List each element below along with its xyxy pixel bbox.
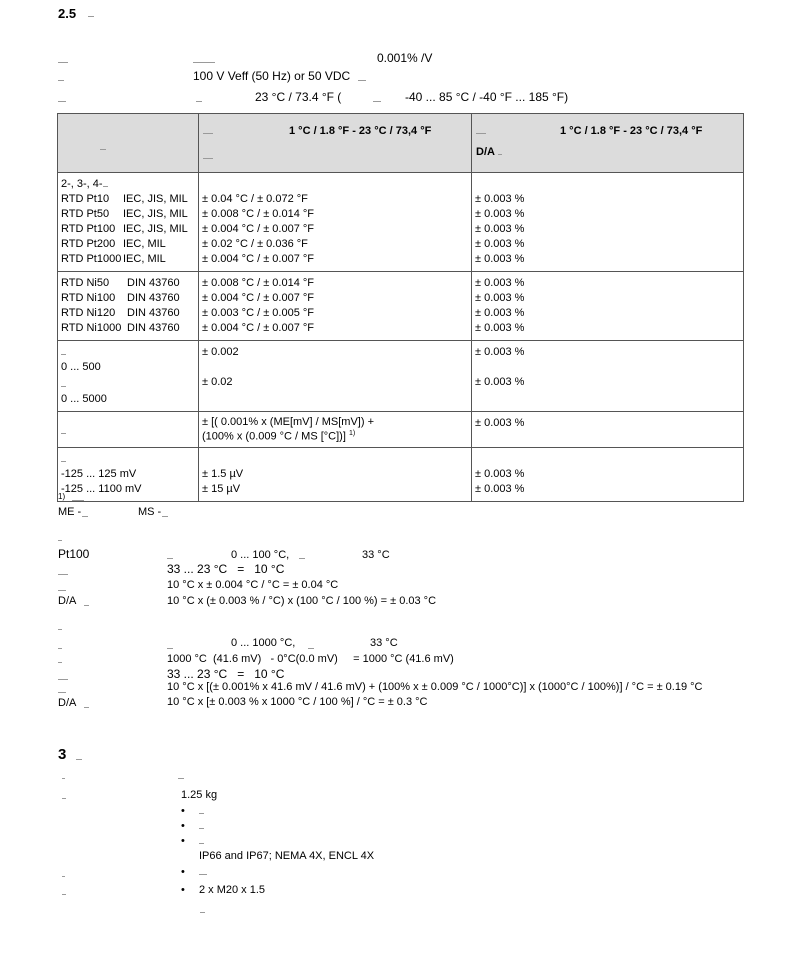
spec-sublabel-2 [358, 80, 366, 81]
material-list-item-1: • [181, 805, 204, 817]
example2-temp-label [308, 648, 314, 649]
example1-delta-label [58, 574, 68, 575]
example1-calc1-label [58, 590, 66, 591]
material-list-item-3: • [181, 835, 204, 847]
example2-delta: 33 ... 23 °C = 10 °C [167, 667, 285, 681]
spec-sublabel-3 [196, 101, 202, 102]
tc-da-cell: ± 0.003 % [472, 412, 744, 448]
section3-number: 3 [58, 746, 67, 763]
table-row-mv [58, 447, 744, 501]
example1-temp-label [299, 558, 305, 559]
mv-da-cell: ± 0.003 % ± 0.003 % [472, 447, 744, 501]
conduit-note [200, 912, 205, 913]
example2-title [58, 629, 62, 630]
weight-label [62, 798, 66, 799]
spec-label-2 [58, 80, 64, 81]
example2-range: 0 ... 1000 °C, [231, 637, 296, 649]
section3-title [76, 759, 82, 760]
tc-accuracy-cell: ± [( 0.001% x (ME[mV] / MS[mV]) + (100% x (0.009 °C / MS [°C])] $^{1)}$ [199, 412, 472, 448]
example1-range-label [167, 558, 173, 559]
table-row-ni [58, 272, 744, 341]
example2-temp: 33 °C [370, 637, 398, 649]
header-cell-da: 1 °C / 1.8 °F - 23 °C / 73,4 °F D/A [472, 114, 744, 173]
footnote-ms: MS - [138, 506, 162, 518]
conduit-item: • 2 x M20 x 1.5 [181, 884, 266, 896]
pt-accuracy-cell: ± 0.04 °C / ± 0.072 °F ± 0.008 °C / ± 0.014 °F ± 0.004 °C / ± 0.007 °F ± 0.02 °C / ± 0.036 °F ± 0.004 °C / ± 0.007 °F [199, 173, 472, 272]
example2-calc1: 10 °C x [(± 0.001% x 41.6 mV / 41.6 mV) + (100% x ± 0.009 °C / 1000°C)] x (1000°C / 100%)] / °C = ± 0.19 °C [167, 681, 703, 693]
material-list-item-4: • [181, 866, 207, 878]
weight-value: 1.25 kg [181, 789, 218, 801]
example1-temp: 33 °C [362, 549, 390, 561]
mv-range-cell: -125 ... 125 mV -125 ... 1100 mV [58, 447, 199, 501]
operating-range-value: -40 ... 85 °C / -40 °F ... 185 °F) [405, 90, 569, 104]
ni-accuracy-cell: ± 0.008 °C / ± 0.014 °F ± 0.004 °C / ± 0.007 °F ± 0.003 °C / ± 0.005 °F ± 0.004 °C / ± 0.007 °F [199, 272, 472, 341]
spec-label-1 [58, 62, 68, 63]
ni-da-cell: ± 0.003 % ± 0.003 % ± 0.003 % ± 0.003 % [472, 272, 744, 341]
mv-accuracy-cell: ± 1.5 µV ± 15 µV [199, 447, 472, 501]
footnote-me-desc [82, 516, 88, 517]
example2-sensor-label [58, 648, 62, 649]
footnote-text [72, 500, 84, 501]
header-cell-digital: 1 °C / 1.8 °F - 23 °C / 73,4 °F [199, 114, 472, 173]
example1-calc2: 10 °C x (± 0.003 % / °C) x (100 °C / 100 %) = ± 0.03 °C [167, 595, 437, 607]
conduit-label [62, 894, 66, 895]
da-label: D/A [476, 146, 495, 158]
example2-range-label [167, 648, 173, 649]
material-list-item-2: • [181, 820, 204, 832]
table-row-ohm [58, 341, 744, 412]
footnote-mark: 1) [58, 492, 66, 501]
supply-influence-value: 0.001% /V [377, 51, 433, 65]
spec-sublabel-1 [193, 62, 215, 63]
example2-calc1-label [58, 692, 66, 693]
example2-mv-line: 1000 °C (41.6 mV) - 0°C(0.0 mV) = 1000 °C (41.6 mV) [167, 653, 454, 665]
example2-mv-label [58, 662, 62, 663]
ohm-da-cell: ± 0.003 % ± 0.003 % [472, 341, 744, 412]
example1-title [58, 540, 62, 541]
example1-range: 0 ... 100 °C, [231, 549, 290, 561]
example2-da-desc [84, 707, 89, 708]
tc-sensor-cell [58, 412, 199, 448]
spec-label-3 [58, 101, 66, 102]
section3-label-1 [62, 778, 65, 779]
example2-calc2: 10 °C x [± 0.003 % x 1000 °C / 100 %] / °C = ± 0.3 °C [167, 696, 428, 708]
ip-rating: IP66 and IP67; NEMA 4X, ENCL 4X [199, 850, 375, 862]
spec-sublabel-4 [373, 101, 381, 102]
example1-delta: 33 ... 23 °C = 10 °C [167, 562, 285, 576]
footnote-me: ME - [58, 506, 82, 518]
section-number: 2.5 [58, 6, 77, 21]
pt-sensor-cell: 2-, 3-, 4- RTD Pt10 IEC, JIS, MIL RTD Pt50 IEC, JIS, MIL RTD Pt100 IEC, JIS, MIL RTD Pt200 IEC, MIL RTD Pt1000 IEC, MIL [58, 173, 199, 272]
ni-sensor-cell: RTD Ni50 DIN 43760 RTD Ni100 DIN 43760 RTD Ni120 DIN 43760 RTD Ni1000 DIN 43760 [58, 272, 199, 341]
header-cell-sensor [58, 114, 199, 173]
section3-value-1 [178, 778, 184, 779]
example2-delta-label [58, 679, 68, 680]
table-row-tc [58, 412, 744, 448]
reference-temp-value: 23 °C / 73.4 °F ( [255, 90, 342, 104]
example1-sensor: Pt100 [58, 547, 90, 561]
pt-da-cell: ± 0.003 % ± 0.003 % ± 0.003 % ± 0.003 % ± 0.003 % [472, 173, 744, 272]
footnote-ms-desc [162, 516, 168, 517]
table-header-row [58, 114, 744, 173]
section-title-placeholder [88, 16, 94, 17]
example1-calc1: 10 °C x ± 0.004 °C / °C = ± 0.04 °C [167, 579, 339, 591]
table-row-pt [58, 173, 744, 272]
ohm-accuracy-cell: ± 0.002 ± 0.02 [199, 341, 472, 412]
example2-da-label: D/A [58, 697, 77, 709]
ohm-range-cell: 0 ... 500 0 ... 5000 [58, 341, 199, 412]
accuracy-table [57, 113, 744, 502]
section3-label-2 [62, 876, 65, 877]
isolation-value: 100 V Veff (50 Hz) or 50 VDC [193, 69, 351, 83]
example1-da-desc [84, 605, 89, 606]
example1-da-label: D/A [58, 595, 77, 607]
